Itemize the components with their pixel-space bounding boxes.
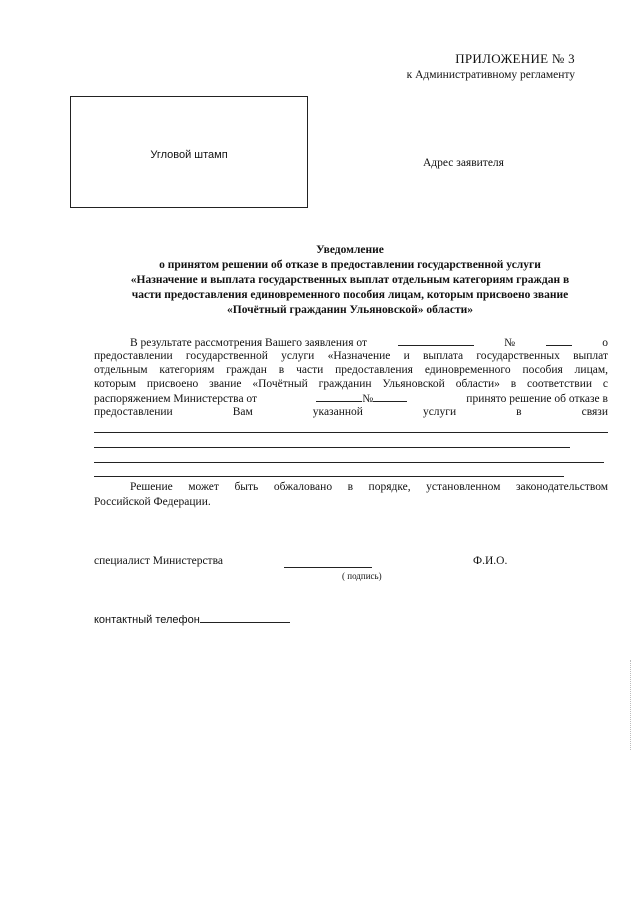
- corner-stamp-box: [70, 96, 308, 208]
- application-date-blank: [398, 335, 474, 346]
- notice-title-line: Уведомление: [316, 244, 384, 256]
- contact-phone: [94, 612, 290, 626]
- corner-stamp-label: Угловой штамп: [150, 149, 228, 161]
- application-number-blank: [546, 335, 572, 346]
- appeal-line-1: Решение может быть обжаловано в порядке, установленном законодательством: [130, 481, 608, 493]
- signature-caption: ( подпись): [342, 571, 382, 581]
- notice-title-line: о принятом решении об отказе в предоставлении государственной услуги: [159, 259, 541, 271]
- signature-position: специалист Министерства: [94, 555, 223, 567]
- applicant-address-label: Адрес заявителя: [423, 157, 504, 169]
- scan-margin-mark: [630, 660, 631, 750]
- body-line-3: отдельным категориям граждан в части предоставления единовременного пособия лицам,: [94, 364, 608, 376]
- notice-title-line: «Назначение и выплата государственных выплат отдельным категориям граждан в: [130, 274, 570, 286]
- reason-blank-line: [94, 447, 570, 448]
- reason-blank-line: [94, 432, 608, 433]
- notice-title-line: «Почётный гражданин Ульяновской» области»: [227, 304, 473, 316]
- appeal-line-2: Российской Федерации.: [94, 496, 211, 508]
- reason-blank-line: [94, 462, 604, 463]
- signature-blank-line: [284, 567, 372, 568]
- contact-phone-blank: [200, 612, 290, 623]
- body-line-6: предоставлении Вам указанной услуги в связи: [94, 406, 608, 418]
- decree-number-blank: [373, 391, 407, 402]
- appendix-header: [380, 51, 630, 83]
- body-line-1: В результате рассмотрения Вашего заявления от № о: [130, 337, 608, 349]
- notice-title: [90, 243, 610, 318]
- body-line-4: которым присвоено звание «Почётный гражданин Ульяновской области» в соответствии с: [94, 378, 608, 390]
- appendix-subtitle: к Административному регламенту: [406, 69, 575, 81]
- signature-fio: Ф.И.О.: [473, 555, 508, 567]
- body-line-5: распоряжением Министерства от № принято решение об отказе в: [94, 393, 608, 405]
- contact-phone-label: контактный телефон: [94, 614, 200, 626]
- decree-date-blank: [316, 391, 362, 402]
- notice-title-line: части предоставления единовременного пособия лицам, которым присвоено звание: [131, 289, 569, 301]
- body-line-2: предоставлении государственной услуги «Назначение и выплата государственных выплат: [94, 350, 608, 362]
- reason-blank-line: [94, 476, 564, 477]
- appendix-title: ПРИЛОЖЕНИЕ № 3: [455, 51, 575, 66]
